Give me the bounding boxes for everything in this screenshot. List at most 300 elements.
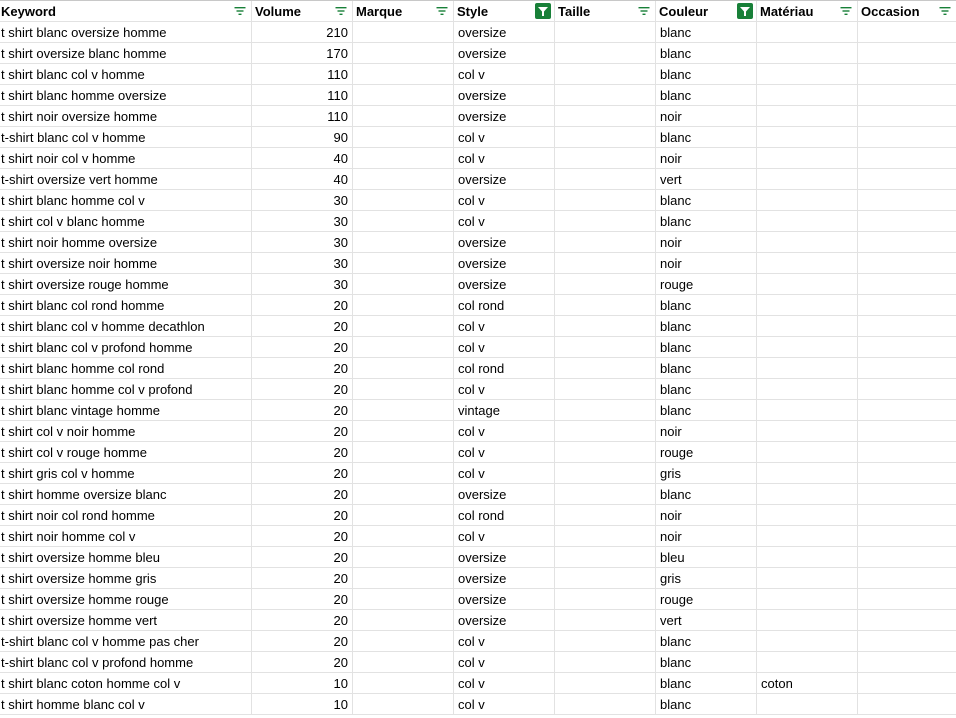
table-row (0, 505, 956, 526)
cell-marque[interactable] (353, 379, 454, 399)
cell-occasion[interactable] (858, 148, 956, 168)
cell-style[interactable]: oversize (454, 589, 555, 609)
cell-marque[interactable] (353, 253, 454, 273)
filter-icon[interactable] (434, 3, 450, 19)
cell-marque[interactable] (353, 190, 454, 210)
cell-materiau[interactable] (757, 316, 858, 336)
cell-occasion[interactable] (858, 274, 956, 294)
cell-style[interactable]: col v (454, 652, 555, 672)
cell-couleur[interactable]: blanc (656, 631, 757, 651)
cell-volume[interactable]: 30 (252, 190, 353, 210)
cell-occasion[interactable] (858, 505, 956, 525)
cell-couleur[interactable]: rouge (656, 589, 757, 609)
cell-taille[interactable] (555, 64, 656, 84)
table-row (0, 358, 956, 379)
table-row (0, 295, 956, 316)
cell-couleur[interactable]: gris (656, 568, 757, 588)
cell-keyword[interactable]: t shirt oversize blanc homme (0, 43, 252, 63)
cell-materiau[interactable] (757, 463, 858, 483)
cell-couleur[interactable]: noir (656, 526, 757, 546)
table-row (0, 316, 956, 337)
cell-materiau[interactable] (757, 631, 858, 651)
cell-taille[interactable] (555, 43, 656, 63)
cell-style[interactable]: oversize (454, 610, 555, 630)
cell-occasion[interactable] (858, 295, 956, 315)
cell-marque[interactable] (353, 568, 454, 588)
cell-couleur[interactable]: blanc (656, 379, 757, 399)
cell-volume[interactable]: 40 (252, 169, 353, 189)
cell-occasion[interactable] (858, 106, 956, 126)
cell-style[interactable]: oversize (454, 85, 555, 105)
cell-volume[interactable]: 20 (252, 295, 353, 315)
cell-volume[interactable]: 20 (252, 379, 353, 399)
cell-volume[interactable]: 20 (252, 421, 353, 441)
cell-volume[interactable]: 20 (252, 589, 353, 609)
cell-volume[interactable]: 20 (252, 505, 353, 525)
cell-keyword[interactable]: t shirt col v noir homme (0, 421, 252, 441)
table-row (0, 190, 956, 211)
cell-couleur[interactable]: blanc (656, 64, 757, 84)
cell-marque[interactable] (353, 610, 454, 630)
cell-occasion[interactable] (858, 400, 956, 420)
cell-couleur[interactable]: blanc (656, 43, 757, 63)
cell-taille[interactable] (555, 85, 656, 105)
table-row (0, 400, 956, 421)
cell-materiau[interactable] (757, 64, 858, 84)
cell-marque[interactable] (353, 526, 454, 546)
cell-marque[interactable] (353, 22, 454, 42)
cell-couleur[interactable]: blanc (656, 484, 757, 504)
cell-occasion[interactable] (858, 337, 956, 357)
cell-volume[interactable]: 110 (252, 64, 353, 84)
column-header-marque[interactable] (353, 1, 454, 21)
cell-volume[interactable]: 110 (252, 106, 353, 126)
cell-volume[interactable]: 40 (252, 148, 353, 168)
cell-keyword[interactable]: t shirt oversize noir homme (0, 253, 252, 273)
cell-volume[interactable]: 30 (252, 253, 353, 273)
cell-materiau[interactable] (757, 295, 858, 315)
cell-materiau[interactable] (757, 169, 858, 189)
cell-occasion[interactable] (858, 64, 956, 84)
cell-taille[interactable] (555, 610, 656, 630)
cell-materiau[interactable] (757, 505, 858, 525)
cell-occasion[interactable] (858, 631, 956, 651)
cell-materiau[interactable] (757, 211, 858, 231)
cell-occasion[interactable] (858, 547, 956, 567)
filter-icon[interactable] (838, 3, 854, 19)
cell-style[interactable]: col v (454, 526, 555, 546)
cell-couleur[interactable]: rouge (656, 274, 757, 294)
cell-occasion[interactable] (858, 232, 956, 252)
cell-taille[interactable] (555, 526, 656, 546)
cell-occasion[interactable] (858, 568, 956, 588)
cell-occasion[interactable] (858, 484, 956, 504)
cell-marque[interactable] (353, 589, 454, 609)
cell-couleur[interactable]: vert (656, 610, 757, 630)
column-header-keyword[interactable] (0, 1, 252, 21)
cell-keyword[interactable]: t shirt blanc homme col v (0, 190, 252, 210)
cell-volume[interactable]: 20 (252, 526, 353, 546)
cell-marque[interactable] (353, 232, 454, 252)
cell-taille[interactable] (555, 652, 656, 672)
cell-style[interactable]: col rond (454, 358, 555, 378)
cell-style[interactable]: oversize (454, 43, 555, 63)
cell-volume[interactable]: 20 (252, 631, 353, 651)
cell-keyword[interactable]: t shirt blanc homme col v profond (0, 379, 252, 399)
column-header-style[interactable] (454, 1, 555, 21)
cell-volume[interactable]: 30 (252, 232, 353, 252)
cell-occasion[interactable] (858, 169, 956, 189)
cell-volume[interactable]: 10 (252, 694, 353, 714)
cell-marque[interactable] (353, 421, 454, 441)
cell-materiau[interactable] (757, 85, 858, 105)
cell-couleur[interactable]: blanc (656, 358, 757, 378)
cell-taille[interactable] (555, 505, 656, 525)
cell-marque[interactable] (353, 148, 454, 168)
cell-style[interactable]: oversize (454, 169, 555, 189)
cell-marque[interactable] (353, 274, 454, 294)
cell-keyword[interactable]: t shirt oversize homme bleu (0, 547, 252, 567)
cell-marque[interactable] (353, 106, 454, 126)
cell-materiau[interactable] (757, 253, 858, 273)
table-row (0, 211, 956, 232)
cell-materiau[interactable] (757, 337, 858, 357)
cell-marque[interactable] (353, 43, 454, 63)
cell-taille[interactable] (555, 337, 656, 357)
cell-occasion[interactable] (858, 211, 956, 231)
cell-style[interactable]: col v (454, 190, 555, 210)
cell-taille[interactable] (555, 211, 656, 231)
cell-taille[interactable] (555, 442, 656, 462)
cell-taille[interactable] (555, 673, 656, 693)
cell-occasion[interactable] (858, 85, 956, 105)
cell-style[interactable]: oversize (454, 106, 555, 126)
filter-active-icon[interactable] (737, 3, 753, 19)
cell-marque[interactable] (353, 652, 454, 672)
cell-couleur[interactable]: blanc (656, 673, 757, 693)
cell-materiau[interactable] (757, 358, 858, 378)
column-header-label: Keyword (1, 4, 56, 19)
cell-couleur[interactable]: noir (656, 232, 757, 252)
cell-materiau[interactable] (757, 568, 858, 588)
cell-volume[interactable]: 20 (252, 316, 353, 336)
cell-style[interactable]: col v (454, 148, 555, 168)
cell-style[interactable]: col v (454, 316, 555, 336)
cell-occasion[interactable] (858, 379, 956, 399)
cell-style[interactable]: col v (454, 442, 555, 462)
table-row (0, 610, 956, 631)
cell-keyword[interactable]: t shirt homme oversize blanc (0, 484, 252, 504)
cell-keyword[interactable]: t shirt noir homme col v (0, 526, 252, 546)
filter-icon[interactable] (636, 3, 652, 19)
column-header-label: Style (457, 4, 489, 19)
cell-couleur[interactable]: blanc (656, 85, 757, 105)
cell-marque[interactable] (353, 316, 454, 336)
cell-taille[interactable] (555, 232, 656, 252)
cell-style[interactable]: col rond (454, 295, 555, 315)
cell-keyword[interactable]: t shirt noir oversize homme (0, 106, 252, 126)
cell-materiau[interactable] (757, 484, 858, 504)
column-header-occasion[interactable] (858, 1, 956, 21)
cell-volume[interactable]: 30 (252, 211, 353, 231)
cell-taille[interactable] (555, 106, 656, 126)
cell-style[interactable]: vintage (454, 400, 555, 420)
cell-marque[interactable] (353, 211, 454, 231)
cell-taille[interactable] (555, 127, 656, 147)
cell-volume[interactable]: 20 (252, 547, 353, 567)
cell-marque[interactable] (353, 64, 454, 84)
cell-couleur[interactable]: noir (656, 148, 757, 168)
table-row (0, 337, 956, 358)
cell-materiau[interactable] (757, 127, 858, 147)
cell-keyword[interactable]: t shirt blanc col v homme decathlon (0, 316, 252, 336)
column-header-couleur[interactable] (656, 1, 757, 21)
cell-couleur[interactable]: noir (656, 106, 757, 126)
cell-materiau[interactable] (757, 379, 858, 399)
column-header-label: Couleur (659, 4, 709, 19)
cell-taille[interactable] (555, 190, 656, 210)
cell-taille[interactable] (555, 379, 656, 399)
cell-marque[interactable] (353, 442, 454, 462)
cell-materiau[interactable] (757, 694, 858, 714)
cell-materiau[interactable] (757, 610, 858, 630)
table-row (0, 43, 956, 64)
cell-materiau[interactable] (757, 652, 858, 672)
cell-marque[interactable] (353, 631, 454, 651)
cell-taille[interactable] (555, 22, 656, 42)
cell-keyword[interactable]: t shirt blanc oversize homme (0, 22, 252, 42)
cell-occasion[interactable] (858, 652, 956, 672)
cell-keyword[interactable]: t shirt noir homme oversize (0, 232, 252, 252)
cell-materiau[interactable] (757, 421, 858, 441)
cell-style[interactable]: col v (454, 64, 555, 84)
cell-couleur[interactable]: blanc (656, 652, 757, 672)
cell-keyword[interactable]: t shirt blanc col v profond homme (0, 337, 252, 357)
cell-style[interactable]: col rond (454, 505, 555, 525)
cell-taille[interactable] (555, 358, 656, 378)
cell-volume[interactable]: 20 (252, 400, 353, 420)
cell-occasion[interactable] (858, 442, 956, 462)
cell-materiau[interactable] (757, 232, 858, 252)
cell-marque[interactable] (353, 673, 454, 693)
cell-occasion[interactable] (858, 673, 956, 693)
cell-couleur[interactable]: bleu (656, 547, 757, 567)
cell-style[interactable]: oversize (454, 568, 555, 588)
cell-couleur[interactable]: blanc (656, 22, 757, 42)
cell-materiau[interactable] (757, 526, 858, 546)
cell-keyword[interactable]: t shirt blanc coton homme col v (0, 673, 252, 693)
cell-marque[interactable] (353, 337, 454, 357)
filter-icon[interactable] (232, 3, 248, 19)
cell-taille[interactable] (555, 568, 656, 588)
cell-couleur[interactable]: blanc (656, 400, 757, 420)
cell-materiau[interactable] (757, 547, 858, 567)
cell-taille[interactable] (555, 421, 656, 441)
filter-icon[interactable] (937, 3, 953, 19)
cell-style[interactable]: oversize (454, 274, 555, 294)
cell-taille[interactable] (555, 484, 656, 504)
cell-volume[interactable]: 90 (252, 127, 353, 147)
cell-couleur[interactable]: blanc (656, 337, 757, 357)
cell-taille[interactable] (555, 694, 656, 714)
cell-volume[interactable]: 110 (252, 85, 353, 105)
cell-style[interactable]: col v (454, 463, 555, 483)
cell-occasion[interactable] (858, 463, 956, 483)
cell-occasion[interactable] (858, 127, 956, 147)
cell-couleur[interactable]: blanc (656, 127, 757, 147)
cell-marque[interactable] (353, 484, 454, 504)
cell-marque[interactable] (353, 547, 454, 567)
cell-taille[interactable] (555, 589, 656, 609)
cell-style[interactable]: oversize (454, 232, 555, 252)
cell-couleur[interactable]: blanc (656, 295, 757, 315)
cell-keyword[interactable]: t-shirt oversize vert homme (0, 169, 252, 189)
cell-taille[interactable] (555, 547, 656, 567)
cell-marque[interactable] (353, 505, 454, 525)
table-row (0, 484, 956, 505)
cell-keyword[interactable]: t shirt blanc homme col rond (0, 358, 252, 378)
cell-occasion[interactable] (858, 22, 956, 42)
cell-keyword[interactable]: t shirt blanc vintage homme (0, 400, 252, 420)
cell-occasion[interactable] (858, 358, 956, 378)
cell-occasion[interactable] (858, 694, 956, 714)
cell-occasion[interactable] (858, 589, 956, 609)
cell-style[interactable]: col v (454, 127, 555, 147)
cell-keyword[interactable]: t-shirt blanc col v homme pas cher (0, 631, 252, 651)
column-header-label: Volume (255, 4, 301, 19)
cell-keyword[interactable]: t-shirt blanc col v homme (0, 127, 252, 147)
cell-occasion[interactable] (858, 253, 956, 273)
cell-couleur[interactable]: noir (656, 421, 757, 441)
cell-volume[interactable]: 20 (252, 358, 353, 378)
cell-keyword[interactable]: t shirt oversize homme gris (0, 568, 252, 588)
cell-keyword[interactable]: t shirt homme blanc col v (0, 694, 252, 714)
cell-volume[interactable]: 10 (252, 673, 353, 693)
cell-taille[interactable] (555, 169, 656, 189)
cell-materiau[interactable] (757, 148, 858, 168)
cell-materiau[interactable] (757, 43, 858, 63)
cell-materiau[interactable] (757, 589, 858, 609)
cell-keyword[interactable]: t shirt oversize rouge homme (0, 274, 252, 294)
cell-keyword[interactable]: t shirt oversize homme vert (0, 610, 252, 630)
cell-marque[interactable] (353, 85, 454, 105)
column-header-volume[interactable] (252, 1, 353, 21)
cell-couleur[interactable]: blanc (656, 190, 757, 210)
cell-volume[interactable]: 20 (252, 568, 353, 588)
column-header-taille[interactable] (555, 1, 656, 21)
cell-materiau[interactable]: coton (757, 673, 858, 693)
cell-volume[interactable]: 20 (252, 484, 353, 504)
cell-marque[interactable] (353, 463, 454, 483)
cell-volume[interactable]: 20 (252, 463, 353, 483)
cell-style[interactable]: col v (454, 631, 555, 651)
cell-taille[interactable] (555, 148, 656, 168)
cell-keyword[interactable]: t shirt blanc homme oversize (0, 85, 252, 105)
cell-materiau[interactable] (757, 274, 858, 294)
table-row (0, 547, 956, 568)
filter-icon[interactable] (333, 3, 349, 19)
cell-keyword[interactable]: t shirt col v rouge homme (0, 442, 252, 462)
cell-materiau[interactable] (757, 190, 858, 210)
cell-keyword[interactable]: t shirt noir col rond homme (0, 505, 252, 525)
cell-marque[interactable] (353, 358, 454, 378)
cell-volume[interactable]: 20 (252, 442, 353, 462)
cell-occasion[interactable] (858, 526, 956, 546)
cell-couleur[interactable]: blanc (656, 694, 757, 714)
cell-volume[interactable]: 20 (252, 337, 353, 357)
cell-taille[interactable] (555, 295, 656, 315)
cell-occasion[interactable] (858, 190, 956, 210)
cell-marque[interactable] (353, 295, 454, 315)
cell-taille[interactable] (555, 463, 656, 483)
cell-style[interactable]: col v (454, 379, 555, 399)
cell-volume[interactable]: 20 (252, 610, 353, 630)
cell-couleur[interactable]: noir (656, 505, 757, 525)
cell-couleur[interactable]: noir (656, 253, 757, 273)
cell-style[interactable]: oversize (454, 22, 555, 42)
cell-style[interactable]: col v (454, 337, 555, 357)
cell-marque[interactable] (353, 169, 454, 189)
cell-materiau[interactable] (757, 106, 858, 126)
cell-keyword[interactable]: t-shirt blanc col v profond homme (0, 652, 252, 672)
cell-couleur[interactable]: vert (656, 169, 757, 189)
cell-volume[interactable]: 210 (252, 22, 353, 42)
cell-volume[interactable]: 20 (252, 652, 353, 672)
cell-occasion[interactable] (858, 421, 956, 441)
cell-couleur[interactable]: blanc (656, 316, 757, 336)
cell-materiau[interactable] (757, 400, 858, 420)
cell-keyword[interactable]: t shirt blanc col rond homme (0, 295, 252, 315)
cell-keyword[interactable]: t shirt oversize homme rouge (0, 589, 252, 609)
cell-keyword[interactable]: t shirt blanc col v homme (0, 64, 252, 84)
cell-occasion[interactable] (858, 43, 956, 63)
cell-taille[interactable] (555, 316, 656, 336)
cell-couleur[interactable]: blanc (656, 211, 757, 231)
header-row (0, 1, 956, 22)
cell-marque[interactable] (353, 127, 454, 147)
table-row (0, 127, 956, 148)
cell-taille[interactable] (555, 400, 656, 420)
cell-style[interactable]: col v (454, 673, 555, 693)
cell-style[interactable]: oversize (454, 547, 555, 567)
cell-materiau[interactable] (757, 22, 858, 42)
cell-taille[interactable] (555, 253, 656, 273)
cell-style[interactable]: col v (454, 421, 555, 441)
cell-materiau[interactable] (757, 442, 858, 462)
cell-keyword[interactable]: t shirt noir col v homme (0, 148, 252, 168)
cell-taille[interactable] (555, 631, 656, 651)
table-row (0, 673, 956, 694)
cell-couleur[interactable]: rouge (656, 442, 757, 462)
cell-style[interactable]: oversize (454, 484, 555, 504)
cell-marque[interactable] (353, 694, 454, 714)
cell-couleur[interactable]: gris (656, 463, 757, 483)
filter-active-icon[interactable] (535, 3, 551, 19)
cell-style[interactable]: col v (454, 211, 555, 231)
cell-occasion[interactable] (858, 610, 956, 630)
table-row (0, 85, 956, 106)
cell-marque[interactable] (353, 400, 454, 420)
cell-occasion[interactable] (858, 316, 956, 336)
cell-keyword[interactable]: t shirt col v blanc homme (0, 211, 252, 231)
cell-volume[interactable]: 170 (252, 43, 353, 63)
column-header-materiau[interactable] (757, 1, 858, 21)
cell-style[interactable]: oversize (454, 253, 555, 273)
cell-keyword[interactable]: t shirt gris col v homme (0, 463, 252, 483)
cell-taille[interactable] (555, 274, 656, 294)
cell-style[interactable]: col v (454, 694, 555, 714)
cell-volume[interactable]: 30 (252, 274, 353, 294)
